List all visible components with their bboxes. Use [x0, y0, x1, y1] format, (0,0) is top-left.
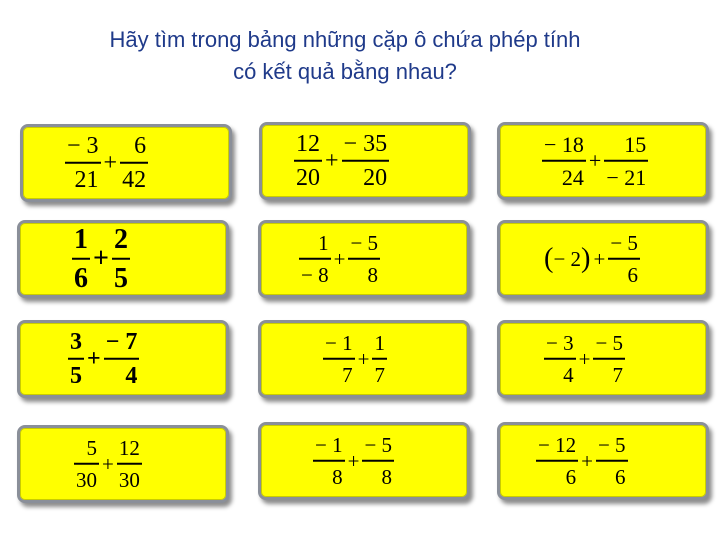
denominator: 20	[296, 164, 320, 191]
denominator: 6	[565, 464, 577, 489]
plus-operator: +	[103, 149, 118, 176]
denominator: 24	[561, 164, 584, 190]
fraction-bar	[372, 358, 387, 360]
denominator: 21	[74, 166, 99, 193]
numerator: 5	[86, 435, 97, 460]
denominator: 42	[122, 166, 147, 193]
fraction-bar	[74, 463, 99, 465]
fraction-b	[104, 329, 140, 390]
fraction-bar	[608, 258, 640, 260]
fraction-bar	[65, 162, 101, 164]
numerator: 1	[74, 223, 88, 255]
denominator: 7	[374, 362, 385, 387]
denominator: − 21	[606, 164, 647, 190]
denominator: 5	[113, 262, 128, 294]
expression-card-r3c2[interactable]	[258, 320, 470, 398]
plus-operator: +	[581, 448, 593, 473]
denominator: 30	[118, 467, 140, 492]
fraction-b	[593, 331, 625, 388]
denominator: 7	[612, 362, 624, 387]
fraction-bar	[104, 358, 140, 360]
plus-operator: +	[593, 246, 606, 271]
denominator: − 8	[301, 262, 329, 287]
numerator: − 5	[595, 330, 624, 355]
denominator: 4	[563, 362, 574, 387]
plus-operator: +	[357, 346, 370, 371]
numerator: − 5	[350, 230, 379, 255]
numerator: − 3	[546, 330, 574, 355]
plus-operator: +	[93, 243, 109, 274]
fraction-b	[608, 231, 640, 288]
expression	[68, 329, 139, 390]
fraction-bar	[120, 162, 148, 164]
expression	[65, 133, 148, 194]
denominator: 30	[76, 467, 97, 492]
expression-card-r4c2[interactable]	[258, 422, 470, 500]
numerator: 12	[118, 435, 140, 460]
numerator: 1	[318, 230, 329, 255]
fraction-b	[604, 132, 648, 191]
denominator: 8	[381, 464, 393, 489]
fraction-a	[299, 231, 331, 288]
numerator: 15	[624, 131, 647, 157]
numerator: 12	[296, 130, 320, 157]
fraction-bar	[542, 160, 586, 162]
fraction-a	[313, 433, 345, 490]
fraction-a	[68, 329, 84, 390]
fraction-bar	[112, 258, 130, 260]
plus-operator: +	[347, 448, 360, 473]
expression	[542, 132, 648, 191]
fraction-b	[348, 231, 380, 288]
fraction-a	[544, 331, 576, 388]
numerator: 3	[70, 328, 82, 355]
numerator: − 3	[67, 132, 99, 159]
denominator: 20	[363, 164, 388, 191]
denominator: 8	[332, 464, 343, 489]
expression-card-r1c2[interactable]	[259, 122, 471, 200]
fraction-a	[74, 436, 99, 493]
parenthesized-integer: ( − 2 )	[544, 242, 591, 274]
fraction-a	[294, 131, 322, 192]
fraction-b	[120, 133, 148, 194]
fraction-bar	[72, 258, 90, 260]
denominator: 8	[367, 262, 379, 287]
numerator: − 5	[597, 432, 626, 457]
plus-operator: +	[325, 147, 339, 174]
fraction-a	[323, 331, 355, 388]
numerator: 1	[374, 330, 385, 355]
expression	[294, 131, 389, 192]
plus-operator: +	[333, 246, 346, 271]
numerator: − 12	[538, 432, 577, 457]
fraction-b	[117, 436, 142, 493]
expression	[544, 231, 640, 288]
fraction-a	[65, 133, 101, 194]
fraction-bar	[299, 258, 331, 260]
integer-value: − 2	[553, 246, 582, 271]
expression-card-r1c3[interactable]	[497, 122, 709, 200]
expression	[299, 231, 380, 288]
plus-operator: +	[588, 148, 602, 173]
expression	[74, 436, 142, 493]
question-line-1: Hãy tìm trong bảng những cặp ô chứa phép tính	[109, 27, 581, 52]
fraction-bar	[323, 358, 355, 360]
expression	[313, 433, 394, 490]
expression-card-r1c1[interactable]	[20, 124, 232, 202]
expression	[544, 331, 625, 388]
expression	[536, 433, 628, 490]
numerator: − 18	[544, 131, 584, 157]
denominator: 7	[342, 362, 353, 387]
fraction-bar	[342, 160, 390, 162]
expression	[72, 224, 130, 295]
denominator: 5	[70, 362, 82, 389]
numerator: − 5	[610, 230, 638, 255]
numerator: 6	[134, 132, 147, 159]
numerator: 2	[113, 223, 128, 255]
denominator: 6	[615, 464, 626, 489]
fraction-bar	[313, 460, 345, 462]
numerator: − 5	[364, 432, 393, 457]
fraction-a	[542, 132, 586, 191]
plus-operator: +	[578, 346, 591, 371]
plus-operator: +	[102, 451, 114, 476]
fraction-bar	[596, 460, 628, 462]
denominator: 4	[125, 362, 138, 389]
numerator: − 1	[325, 330, 353, 355]
fraction-bar	[68, 358, 84, 360]
fraction-bar	[362, 460, 394, 462]
expression-card-r4c3[interactable]	[497, 422, 709, 500]
fraction-b	[112, 224, 130, 295]
expression-card-r4c1[interactable]	[17, 425, 229, 503]
question-line-2: có kết quả bằng nhau?	[233, 59, 457, 84]
fraction-bar	[348, 258, 380, 260]
fraction-b	[362, 433, 394, 490]
fraction-b	[342, 131, 390, 192]
expression-card-r2c3[interactable]	[497, 220, 709, 298]
numerator: − 1	[315, 432, 343, 457]
expression	[323, 331, 387, 388]
fraction-b	[372, 331, 387, 388]
expression-card-r3c3[interactable]	[497, 320, 709, 398]
denominator: 6	[627, 262, 638, 287]
fraction-a	[536, 433, 578, 490]
fraction-bar	[117, 463, 142, 465]
numerator: − 35	[343, 130, 388, 157]
plus-operator: +	[87, 345, 101, 372]
fraction-b	[596, 433, 628, 490]
fraction-bar	[604, 160, 648, 162]
denominator: 6	[74, 262, 88, 294]
expression-card-r2c1[interactable]	[17, 220, 229, 298]
fraction-a	[72, 224, 90, 295]
fraction-bar	[536, 460, 578, 462]
fraction-bar	[593, 358, 625, 360]
fraction-bar	[294, 160, 322, 162]
expression-card-r3c1[interactable]	[17, 320, 229, 398]
fraction-bar	[544, 358, 576, 360]
numerator: − 7	[105, 328, 138, 355]
expression-card-r2c2[interactable]	[258, 220, 470, 298]
